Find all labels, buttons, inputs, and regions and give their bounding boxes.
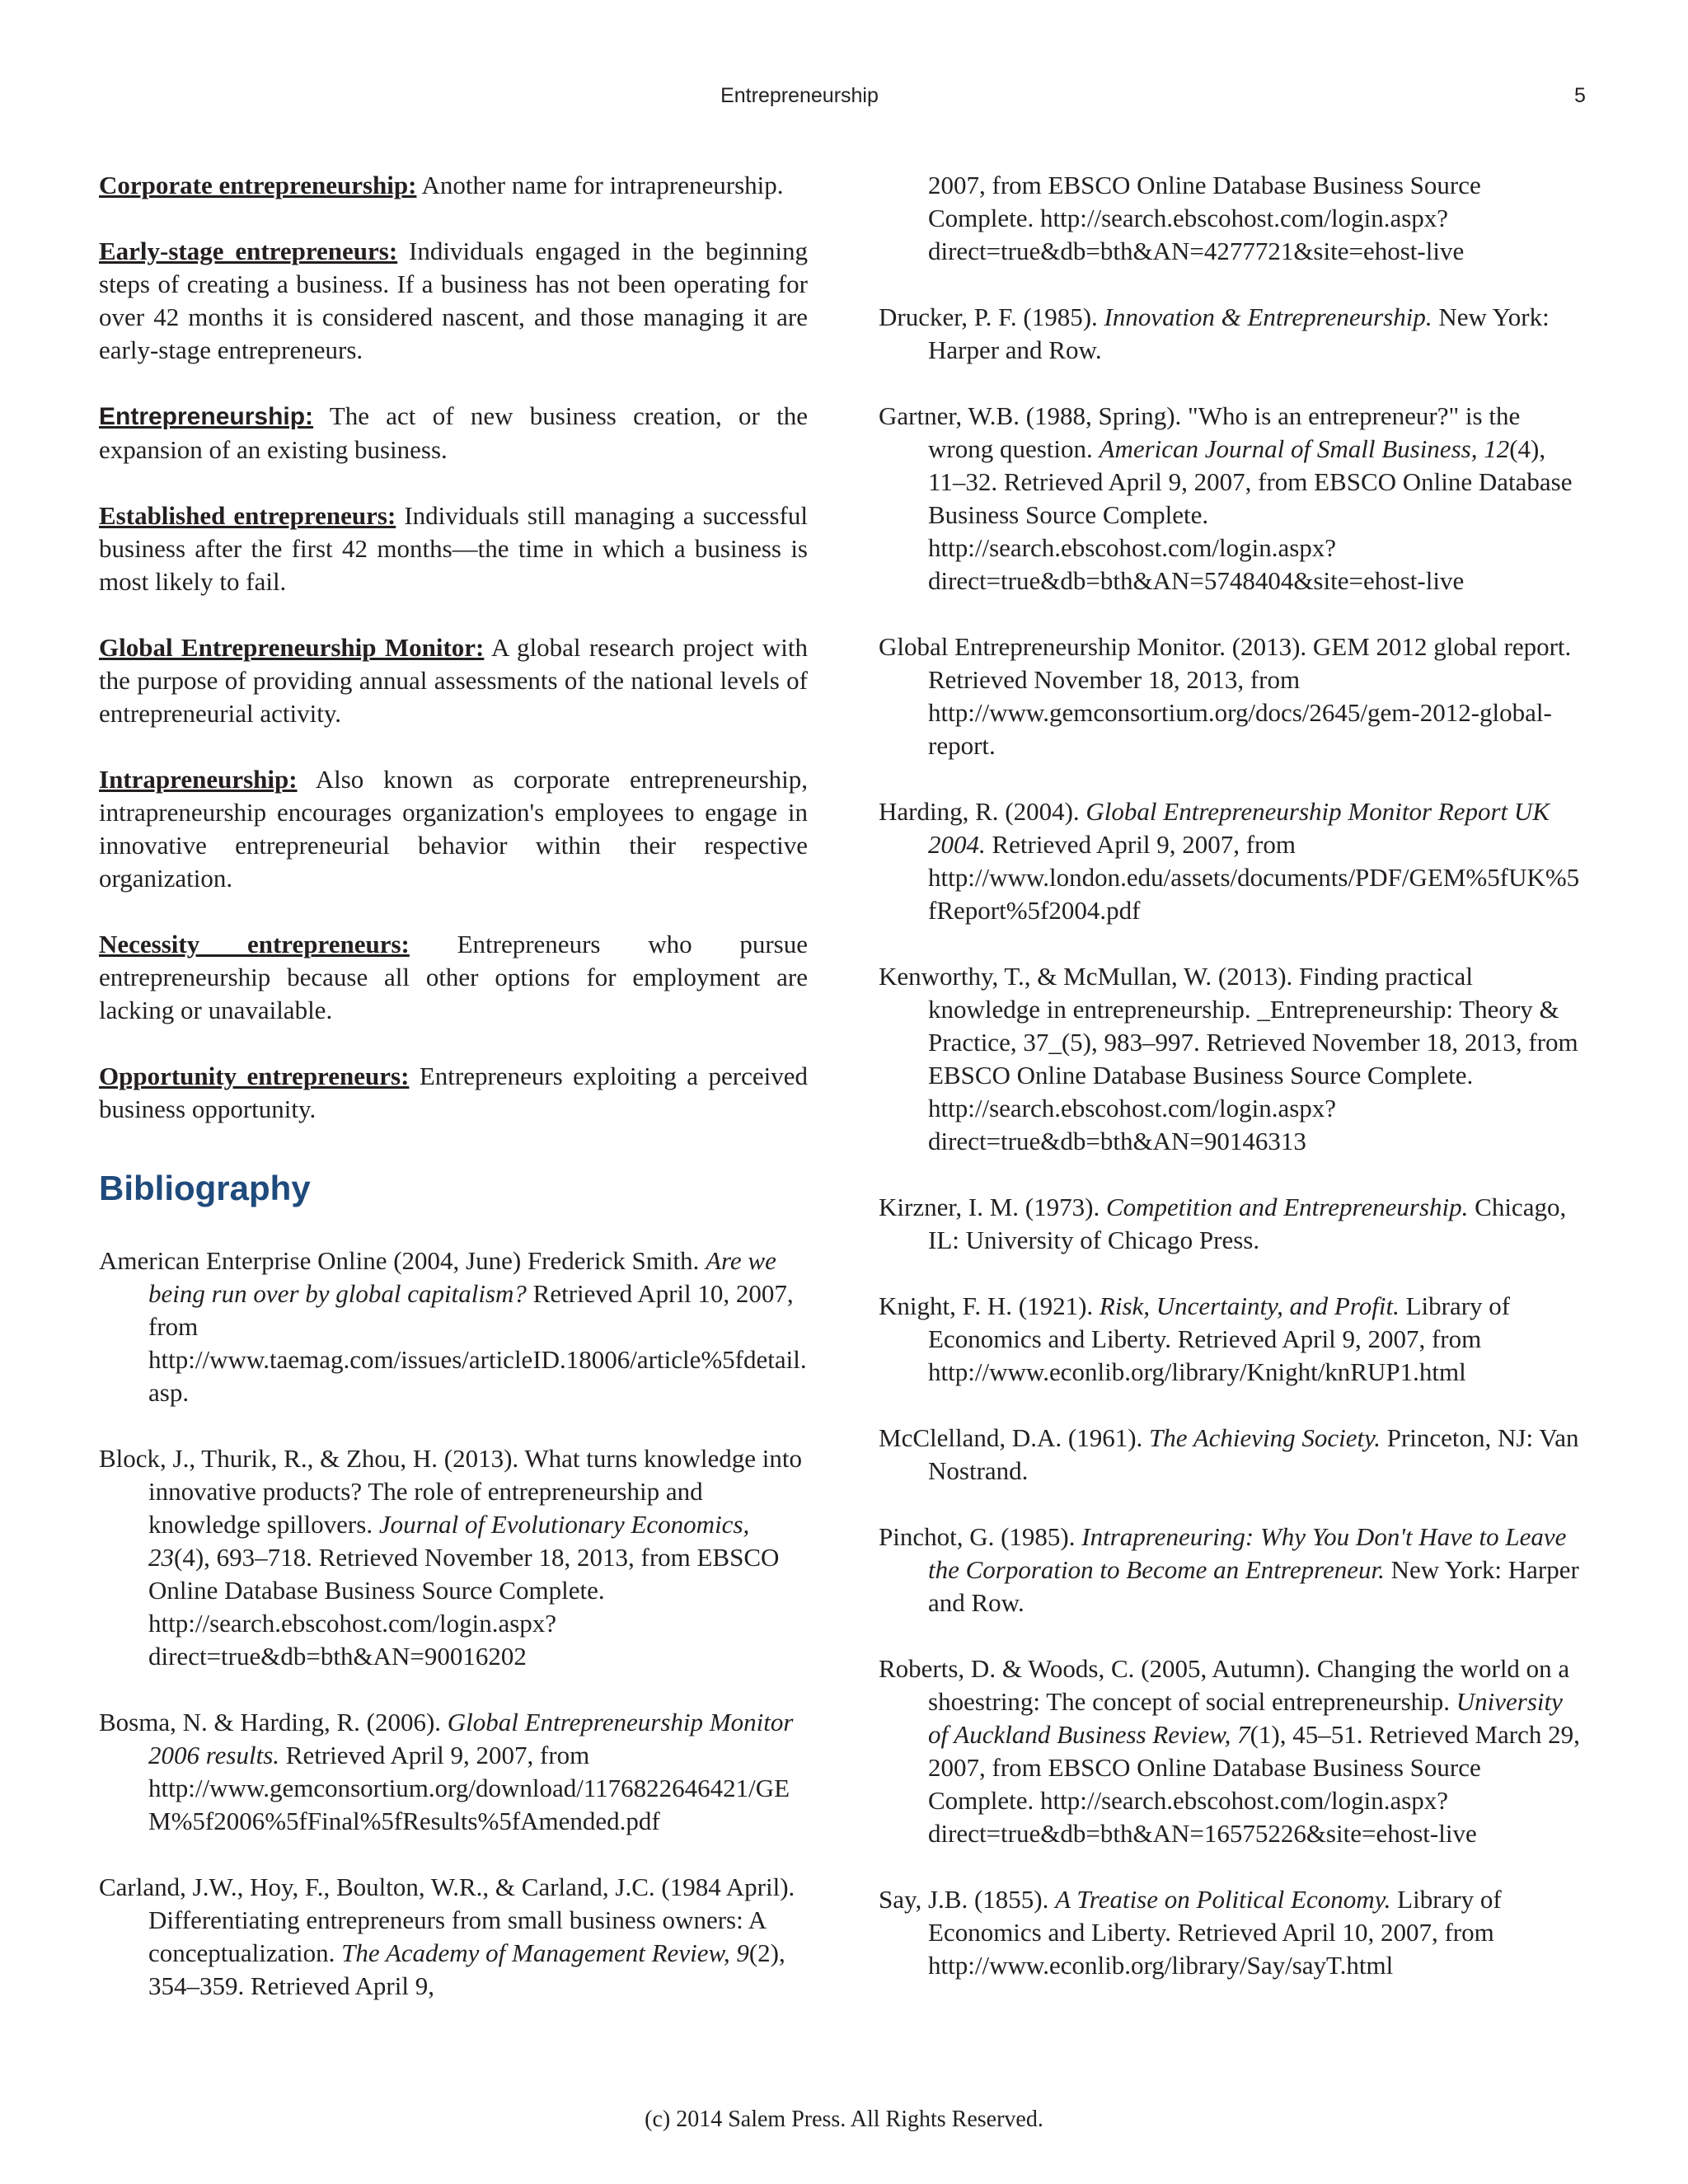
citation-text: Library of Economics and Liberty. Retrieved April 9, 2007, from http://www.econlib.org/library/Knight/knRUP1.html	[928, 1291, 1511, 1386]
citation-text: Retrieved April 9, 2007, from http://www.gemconsortium.org/download/1176822646421/GEM%5f2006%5fFinal%5fResults%5fAmended.pdf	[148, 1741, 790, 1835]
glossary-definition: Entrepreneurs who pursue entrepreneurship because all other options for employment are lacking or unavailable.	[99, 930, 808, 1024]
glossary-term: Established entrepreneurs:	[99, 501, 396, 530]
citation-title: Innovation & Entrepreneurship.	[1104, 302, 1432, 331]
citation-text: (4), 693–718. Retrieved November 18, 2013, from EBSCO Online Database Business Source Complete. http://search.ebscohost.com/login.aspx?direct=true&db=bth&AN=90016202	[148, 1543, 780, 1671]
citation-title: Global Entrepreneurship Monitor 2006 results.	[148, 1708, 794, 1769]
citation-title: University of Auckland Business Review, 7	[928, 1687, 1563, 1749]
bibliography-entry	[879, 1422, 1587, 1488]
glossary-definition: Individuals engaged in the beginning steps of creating a business. If a business has not been operating for over 42 months it is considered nascent, and those managing it are early-stage entrepreneurs.	[99, 237, 808, 364]
citation-text: Roberts, D. & Woods, C. (2005, Autumn). Changing the world on a shoestring: The concept of social entrepreneurship.	[879, 1654, 1570, 1716]
citation-text: Global Entrepreneurship Monitor. (2013). GEM 2012 global report. Retrieved November 18, 2013, from http://www.gemconsortium.org/docs/2645/gem-2012-global-report.	[879, 632, 1572, 760]
citation-text: Library of Economics and Liberty. Retrieved April 10, 2007, from http://www.econlib.org/library/Say/sayT.html	[928, 1885, 1502, 1980]
citation-text: Carland, J.W., Hoy, F., Boulton, W.R., & Carland, J.C. (1984 April). Differentiating entrepreneurs from small business owners: A conceptualization.	[99, 1872, 795, 1967]
bibliography-entry	[879, 1883, 1587, 1982]
glossary-term: Corporate entrepreneurship:	[99, 171, 417, 199]
citation-title: The Academy of Management Review, 9	[341, 1938, 749, 1967]
glossary-entry	[99, 169, 808, 202]
bibliography-entry	[879, 960, 1587, 1158]
page-header	[0, 84, 1688, 114]
glossary-definition: Individuals still managing a successful business after the first 42 months—the time in which a business is most likely to fail.	[99, 501, 808, 596]
bibliography-entry	[99, 1244, 808, 1409]
citation-text: McClelland, D.A. (1961).	[879, 1423, 1150, 1452]
glossary-term: Opportunity entrepreneurs:	[99, 1062, 410, 1090]
citation-text: Pinchot, G. (1985).	[879, 1522, 1082, 1551]
bibliography-entry	[99, 1706, 808, 1838]
bibliography-entry	[879, 630, 1587, 762]
citation-title: A Treatise on Political Economy.	[1055, 1885, 1391, 1914]
glossary-entry	[99, 1060, 808, 1126]
citation-text: New York: Harper and Row.	[928, 302, 1550, 364]
citation-text: Princeton, NJ: Van Nostrand.	[928, 1423, 1579, 1485]
citation-text: Gartner, W.B. (1988, Spring). "Who is an entrepreneur?" is the wrong question.	[879, 401, 1521, 463]
bibliography-entry	[879, 301, 1587, 367]
page-number: 5	[1574, 84, 1586, 107]
citation-text: Kirzner, I. M. (1973).	[879, 1193, 1106, 1221]
bibliography-continuation: 2007, from EBSCO Online Database Business Source Complete. http://search.ebscohost.com/login.aspx?direct=true&db=bth&AN=4277721&site=ehost-live	[928, 171, 1481, 265]
glossary-entry	[99, 400, 808, 466]
glossary-entry	[99, 631, 808, 730]
citation-title: The Achieving Society.	[1149, 1423, 1381, 1452]
glossary-definition: Entrepreneurs exploiting a perceived business opportunity.	[99, 1062, 808, 1123]
citation-text: Say, J.B. (1855).	[879, 1885, 1056, 1914]
bibliography-entry	[99, 1442, 808, 1673]
glossary-entry	[99, 763, 808, 895]
citation-text: (4), 11–32. Retrieved April 9, 2007, from EBSCO Online Database Business Source Complete. http://search.ebscohost.com/login.aspx?direct=true&db=bth&AN=5748404&site=ehost-live	[928, 434, 1573, 595]
citation-text: New York: Harper and Row.	[928, 1555, 1579, 1617]
glossary-entry	[99, 235, 808, 367]
bibliography-entry	[99, 1871, 808, 2003]
citation-title: Global Entrepreneurship Monitor Report UK 2004.	[928, 797, 1550, 859]
citation-title: American Journal of Small Business, 12	[1099, 434, 1510, 463]
glossary	[99, 169, 808, 1126]
citation-title: Risk, Uncertainty, and Profit.	[1099, 1291, 1400, 1320]
citation-text: Bosma, N. & Harding, R. (2006).	[99, 1708, 448, 1736]
citation-title: Competition and Entrepreneurship.	[1105, 1193, 1469, 1221]
bibliography-entry	[879, 1191, 1587, 1257]
bibliography-heading: Bibliography	[99, 1169, 311, 1207]
running-title: Entrepreneurship	[720, 84, 879, 107]
citation-text: American Enterprise Online (2004, June) Frederick Smith.	[99, 1246, 706, 1275]
citation-text: Retrieved April 9, 2007, from http://www.london.edu/assets/documents/PDF/GEM%5fUK%5fReport%5f2004.pdf	[928, 830, 1580, 925]
glossary-term: Necessity entrepreneurs:	[99, 930, 410, 958]
glossary-definition: A global research project with the purpose of providing annual assessments of the national levels of entrepreneurial activity.	[99, 633, 808, 728]
citation-text: (2), 354–359. Retrieved April 9,	[148, 1938, 785, 2000]
copyright-footer: (c) 2014 Salem Press. All Rights Reserved.	[645, 2107, 1043, 2132]
right-column	[879, 169, 1587, 2015]
citation-text: Block, J., Thurik, R., & Zhou, H. (2013). What turns knowledge into innovative products? The role of entrepreneurship and knowledge spillovers.	[99, 1444, 802, 1539]
citation-text: Retrieved April 10, 2007, from http://www.taemag.com/issues/articleID.18006/article%5fdetail.asp.	[148, 1279, 807, 1407]
bibliography-entry	[879, 1290, 1587, 1389]
citation-text: Harding, R. (2004).	[879, 797, 1086, 826]
bibliography-entry	[879, 795, 1587, 927]
glossary-entry	[99, 928, 808, 1027]
glossary-term: Global Entrepreneurship Monitor:	[99, 633, 485, 662]
bibliography-entry	[879, 400, 1587, 598]
left-column	[99, 169, 808, 2036]
citation-title: Intrapreneuring: Why You Don't Have to Leave the Corporation to Become an Entrepreneur.	[928, 1522, 1567, 1584]
glossary-term: Entrepreneurship:	[99, 403, 314, 430]
citation-text: Drucker, P. F. (1985).	[879, 302, 1104, 331]
glossary-definition: Also known as corporate entrepreneurship, intrapreneurship encourages organization's employees to engage in innovative entrepreneurial behavior within their respective organization.	[99, 765, 808, 893]
citation-text: Chicago, IL: University of Chicago Press.	[928, 1193, 1567, 1254]
citation-title: Journal of Evolutionary Economics, 23	[148, 1510, 750, 1572]
bibliography-entry	[879, 1521, 1587, 1619]
citation-text: (1), 45–51. Retrieved March 29, 2007, from EBSCO Online Database Business Source Complete. http://search.ebscohost.com/login.aspx?direct=true&db=bth&AN=16575226&site=ehost-live	[928, 1720, 1580, 1848]
glossary-definition: Another name for intrapreneurship.	[416, 171, 784, 199]
glossary-term: Early-stage entrepreneurs:	[99, 237, 398, 265]
citation-text: Knight, F. H. (1921).	[879, 1291, 1100, 1320]
bibliography-left	[99, 1244, 808, 2003]
glossary-term: Intrapreneurship:	[99, 765, 298, 794]
bibliography-entry	[879, 1652, 1587, 1850]
citation-title: Are we being run over by global capitalism?	[148, 1246, 776, 1308]
glossary-entry	[99, 499, 808, 598]
glossary-definition: The act of new business creation, or the expansion of an existing business.	[99, 401, 808, 464]
citation-text: Kenworthy, T., & McMullan, W. (2013). Finding practical knowledge in entrepreneurship. _Entrepreneurship: Theory & Practice, 37_(5), 983–997. Retrieved November 18, 2013, from EBSCO Online Database Business Source Complete. http://search.ebscohost.com/login.aspx?direct=true&db=bth&AN=90146313	[879, 962, 1578, 1155]
